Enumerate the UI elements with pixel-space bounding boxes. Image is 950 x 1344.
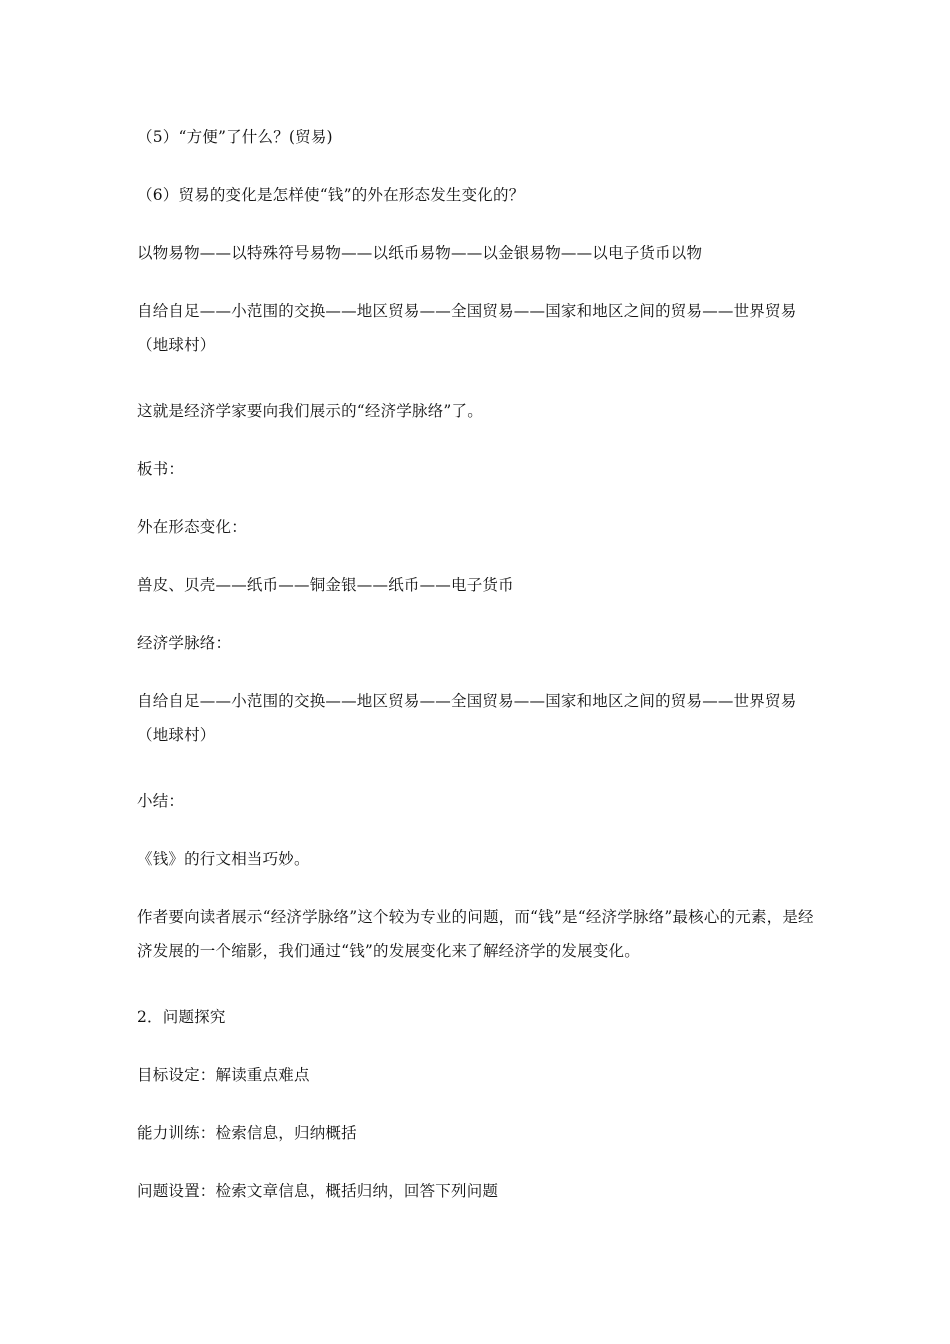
paragraph-question-setting: 问题设置：检索文章信息，概括归纳，回答下列问题 (137, 1182, 499, 1200)
paragraph-question-6: （6）贸易的变化是怎样使“钱”的外在形态发生变化的？ (137, 186, 525, 204)
paragraph-author-intent: 作者要向读者展示“经济学脉络”这个较为专业的问题，而“钱”是“经济学脉络”最核心的元素，是经济发展的一个缩影，我们通过“钱”的发展变化来了解经济学的发展变化。 (137, 908, 814, 960)
paragraph-goal-setting: 目标设定：解读重点难点 (137, 1066, 310, 1084)
paragraph-trade-chain: 自给自足——小范围的交换——地区贸易——全国贸易——国家和地区之间的贸易——世界贸易（地球村） (137, 302, 797, 354)
paragraph-form-change-chain: 兽皮、贝壳——纸币——铜金银——纸币——电子货币 (137, 576, 514, 594)
paragraph-summary-text: 《钱》的行文相当巧妙。 (137, 850, 310, 868)
paragraph-barter-chain: 以物易物——以特殊符号易物——以纸币易物——以金银易物——以电子货币以物 (137, 244, 703, 262)
paragraph-summary-heading: 小结： (137, 792, 185, 810)
paragraph-question-5: （5）“方便”了什么？(贸易) (137, 128, 333, 146)
paragraph-blackboard-heading: 板书： (137, 460, 185, 478)
paragraph-section-2-heading: 2．问题探究 (137, 1008, 226, 1026)
paragraph-context-heading: 经济学脉络： (137, 634, 232, 652)
paragraph-form-change-heading: 外在形态变化： (137, 518, 247, 536)
paragraph-skill-training: 能力训练：检索信息，归纳概括 (137, 1124, 357, 1142)
paragraph-economics-context: 这就是经济学家要向我们展示的“经济学脉络”了。 (137, 402, 483, 420)
paragraph-context-chain: 自给自足——小范围的交换——地区贸易——全国贸易——国家和地区之间的贸易——世界贸易（地球村） (137, 692, 797, 744)
